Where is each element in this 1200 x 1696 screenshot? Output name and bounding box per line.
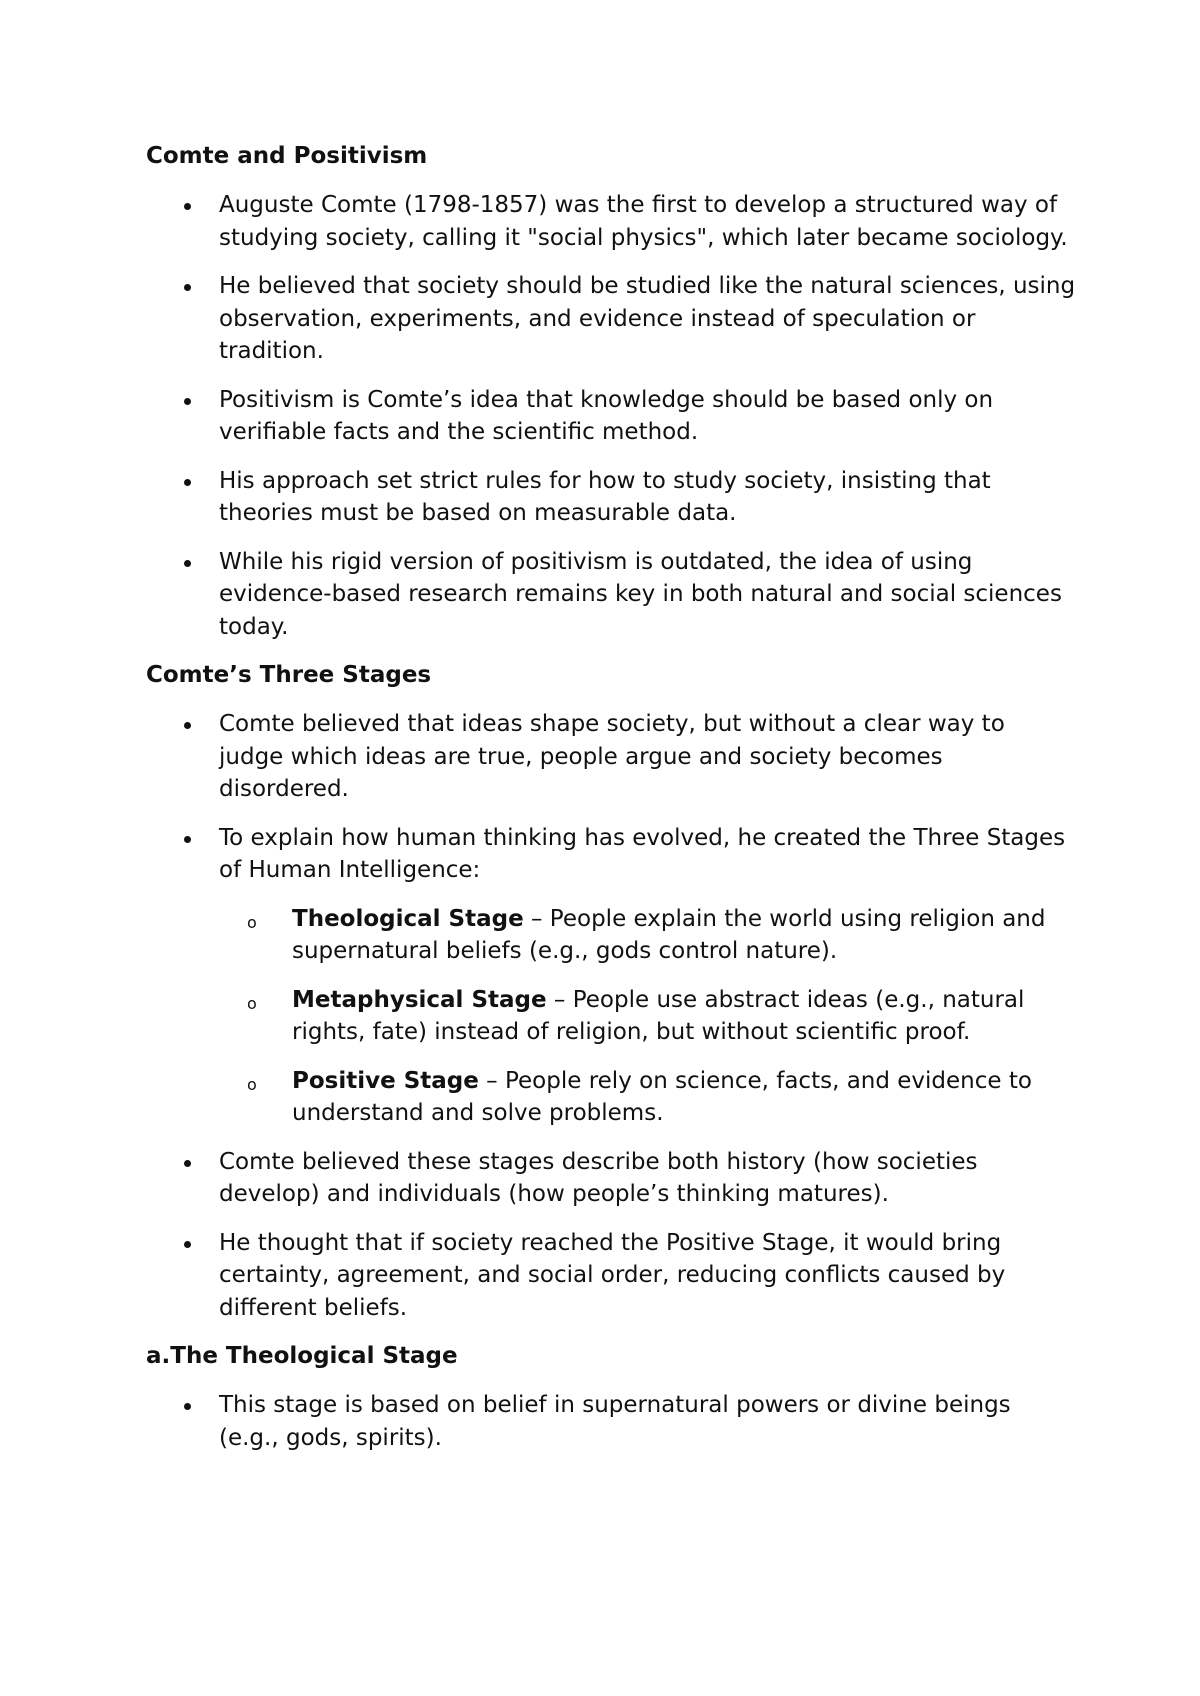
list-item xyxy=(146,1146,1076,1211)
bullet-list-positivism xyxy=(146,189,1076,643)
bullet-icon xyxy=(184,1160,191,1167)
list-item-text: Positivism is Comte’s idea that knowledge should be based only on verifiable facts and the scientific method. xyxy=(219,386,994,445)
bullet-icon xyxy=(184,203,191,210)
stage-description: – People rely on science, facts, and evidence to understand and solve problems. xyxy=(292,1067,1032,1126)
section-heading-positivism: Comte and Positivism xyxy=(146,143,428,169)
stage-description: – People use abstract ideas (e.g., natural rights, fate) instead of religion, but without scientific proof. xyxy=(292,986,1025,1045)
circle-bullet-icon: o xyxy=(247,1074,257,1094)
bullet-icon xyxy=(184,1403,191,1410)
stage-item-theological xyxy=(219,903,1076,968)
circle-bullet-icon: o xyxy=(247,993,257,1013)
list-item xyxy=(146,384,1076,449)
bullet-icon xyxy=(184,479,191,486)
bullet-icon xyxy=(184,398,191,405)
list-item xyxy=(146,1227,1076,1325)
stage-term: Metaphysical Stage xyxy=(292,986,547,1013)
list-item-text: Auguste Comte (1798-1857) was the first to develop a structured way of studying society, calling it "social physics", which later became sociology. xyxy=(219,192,1068,251)
list-item xyxy=(146,546,1076,644)
circle-bullet-icon: o xyxy=(247,912,257,932)
document-body xyxy=(146,140,1076,1470)
list-item xyxy=(146,465,1076,530)
section-heading-theological-stage: a.The Theological Stage xyxy=(146,1343,458,1369)
list-item xyxy=(146,708,1076,806)
list-item-text: He believed that society should be studied like the natural sciences, using observation, experiments, and evidence instead of speculation or tradition. xyxy=(219,273,1076,364)
bullet-list-three-stages xyxy=(146,708,1076,1324)
section-heading-three-stages: Comte’s Three Stages xyxy=(146,662,432,688)
list-item xyxy=(146,270,1076,368)
stage-description: – People explain the world using religion and supernatural beliefs (e.g., gods control nature). xyxy=(292,905,1046,964)
stage-item-metaphysical xyxy=(219,984,1076,1049)
list-item-text: He thought that if society reached the Positive Stage, it would bring certainty, agreement, and social order, reducing conflicts caused by different beliefs. xyxy=(219,1229,1006,1321)
list-item-text: While his rigid version of positivism is outdated, the idea of using evidence-based research remains key in both natural and social sciences today. xyxy=(219,548,1062,640)
list-item-text: His approach set strict rules for how to study society, insisting that theories must be based on measurable data. xyxy=(219,467,991,526)
list-item xyxy=(146,189,1076,254)
list-item-text: This stage is based on belief in supernatural powers or divine beings (e.g., gods, spirits). xyxy=(219,1392,1011,1451)
bullet-icon xyxy=(184,836,191,843)
bullet-icon xyxy=(184,560,191,567)
bullet-icon xyxy=(184,722,191,729)
stage-term: Theological Stage xyxy=(292,905,524,932)
list-item-text: Comte believed that ideas shape society, but without a clear way to judge which ideas are true, people argue and society becomes disordered. xyxy=(219,711,1005,802)
bullet-icon xyxy=(184,284,191,291)
list-item-text: Comte believed these stages describe both history (how societies develop) and individuals (how people’s thinking matures). xyxy=(219,1148,978,1207)
bullet-icon xyxy=(184,1241,191,1248)
list-item xyxy=(146,1389,1076,1454)
list-item-text: To explain how human thinking has evolved, he created the Three Stages of Human Intelligence: xyxy=(219,824,1066,883)
bullet-list-theological-stage xyxy=(146,1389,1076,1454)
list-item xyxy=(146,822,1076,1130)
stages-sublist xyxy=(219,903,1076,1130)
stage-item-positive xyxy=(219,1065,1076,1130)
stage-term: Positive Stage xyxy=(292,1067,479,1094)
